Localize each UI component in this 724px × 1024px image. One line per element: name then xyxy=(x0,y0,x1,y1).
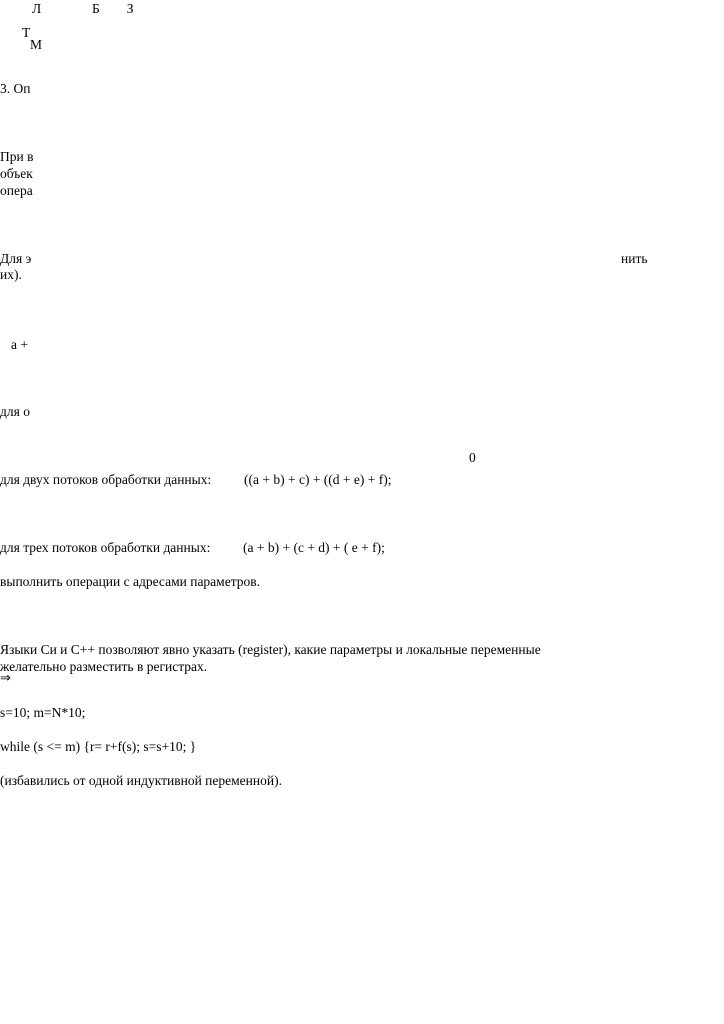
para1-line1-fragment: При в xyxy=(0,149,34,164)
para2-line2: их). xyxy=(0,267,22,282)
code-line-1: s=10; m=N*10; xyxy=(0,705,86,720)
zero-label: 0 xyxy=(469,450,476,465)
para2-line1-right-fragment: нить xyxy=(621,251,648,266)
register-para-line2: желательно разместить в регистрах. xyxy=(0,659,208,674)
top-fragment-1: Т xyxy=(22,25,31,40)
top-fragment-2: М xyxy=(30,37,43,52)
three-streams-expression: (a + b) + (c + d) + ( e + f); xyxy=(243,540,385,555)
inductive-variable-note: (избавились от одной индуктивной переменной). xyxy=(0,773,282,788)
three-streams-label: для трех потоков обработки данных: xyxy=(0,540,211,555)
two-streams-label: для двух потоков обработки данных: xyxy=(0,472,212,487)
two-streams-expression: ((a + b) + c) + ((d + e) + f); xyxy=(244,472,392,487)
register-para-line1: Языки Си и С++ позволяют явно указать (register), какие параметры и локальные переменные xyxy=(0,642,541,657)
para1-line3-fragment: опера xyxy=(0,183,33,198)
top-fragment-tick: Л xyxy=(32,1,42,16)
section-heading-fragment: 3. Оп xyxy=(0,81,31,96)
address-operations-text: выполнить операции с адресами параметров. xyxy=(0,574,261,589)
expression-fragment: a + xyxy=(11,337,28,352)
para2-line1-fragment: Для э xyxy=(0,251,32,266)
implies-arrow-icon: ⇒ xyxy=(0,671,11,686)
code-line-2: while (s <= m) {r= r+f(s); s=s+10; } xyxy=(0,739,197,754)
for-fragment: для о xyxy=(0,404,30,419)
top-fragment-ticks: Б З xyxy=(92,1,134,16)
para1-line2-fragment: объек xyxy=(0,166,33,181)
